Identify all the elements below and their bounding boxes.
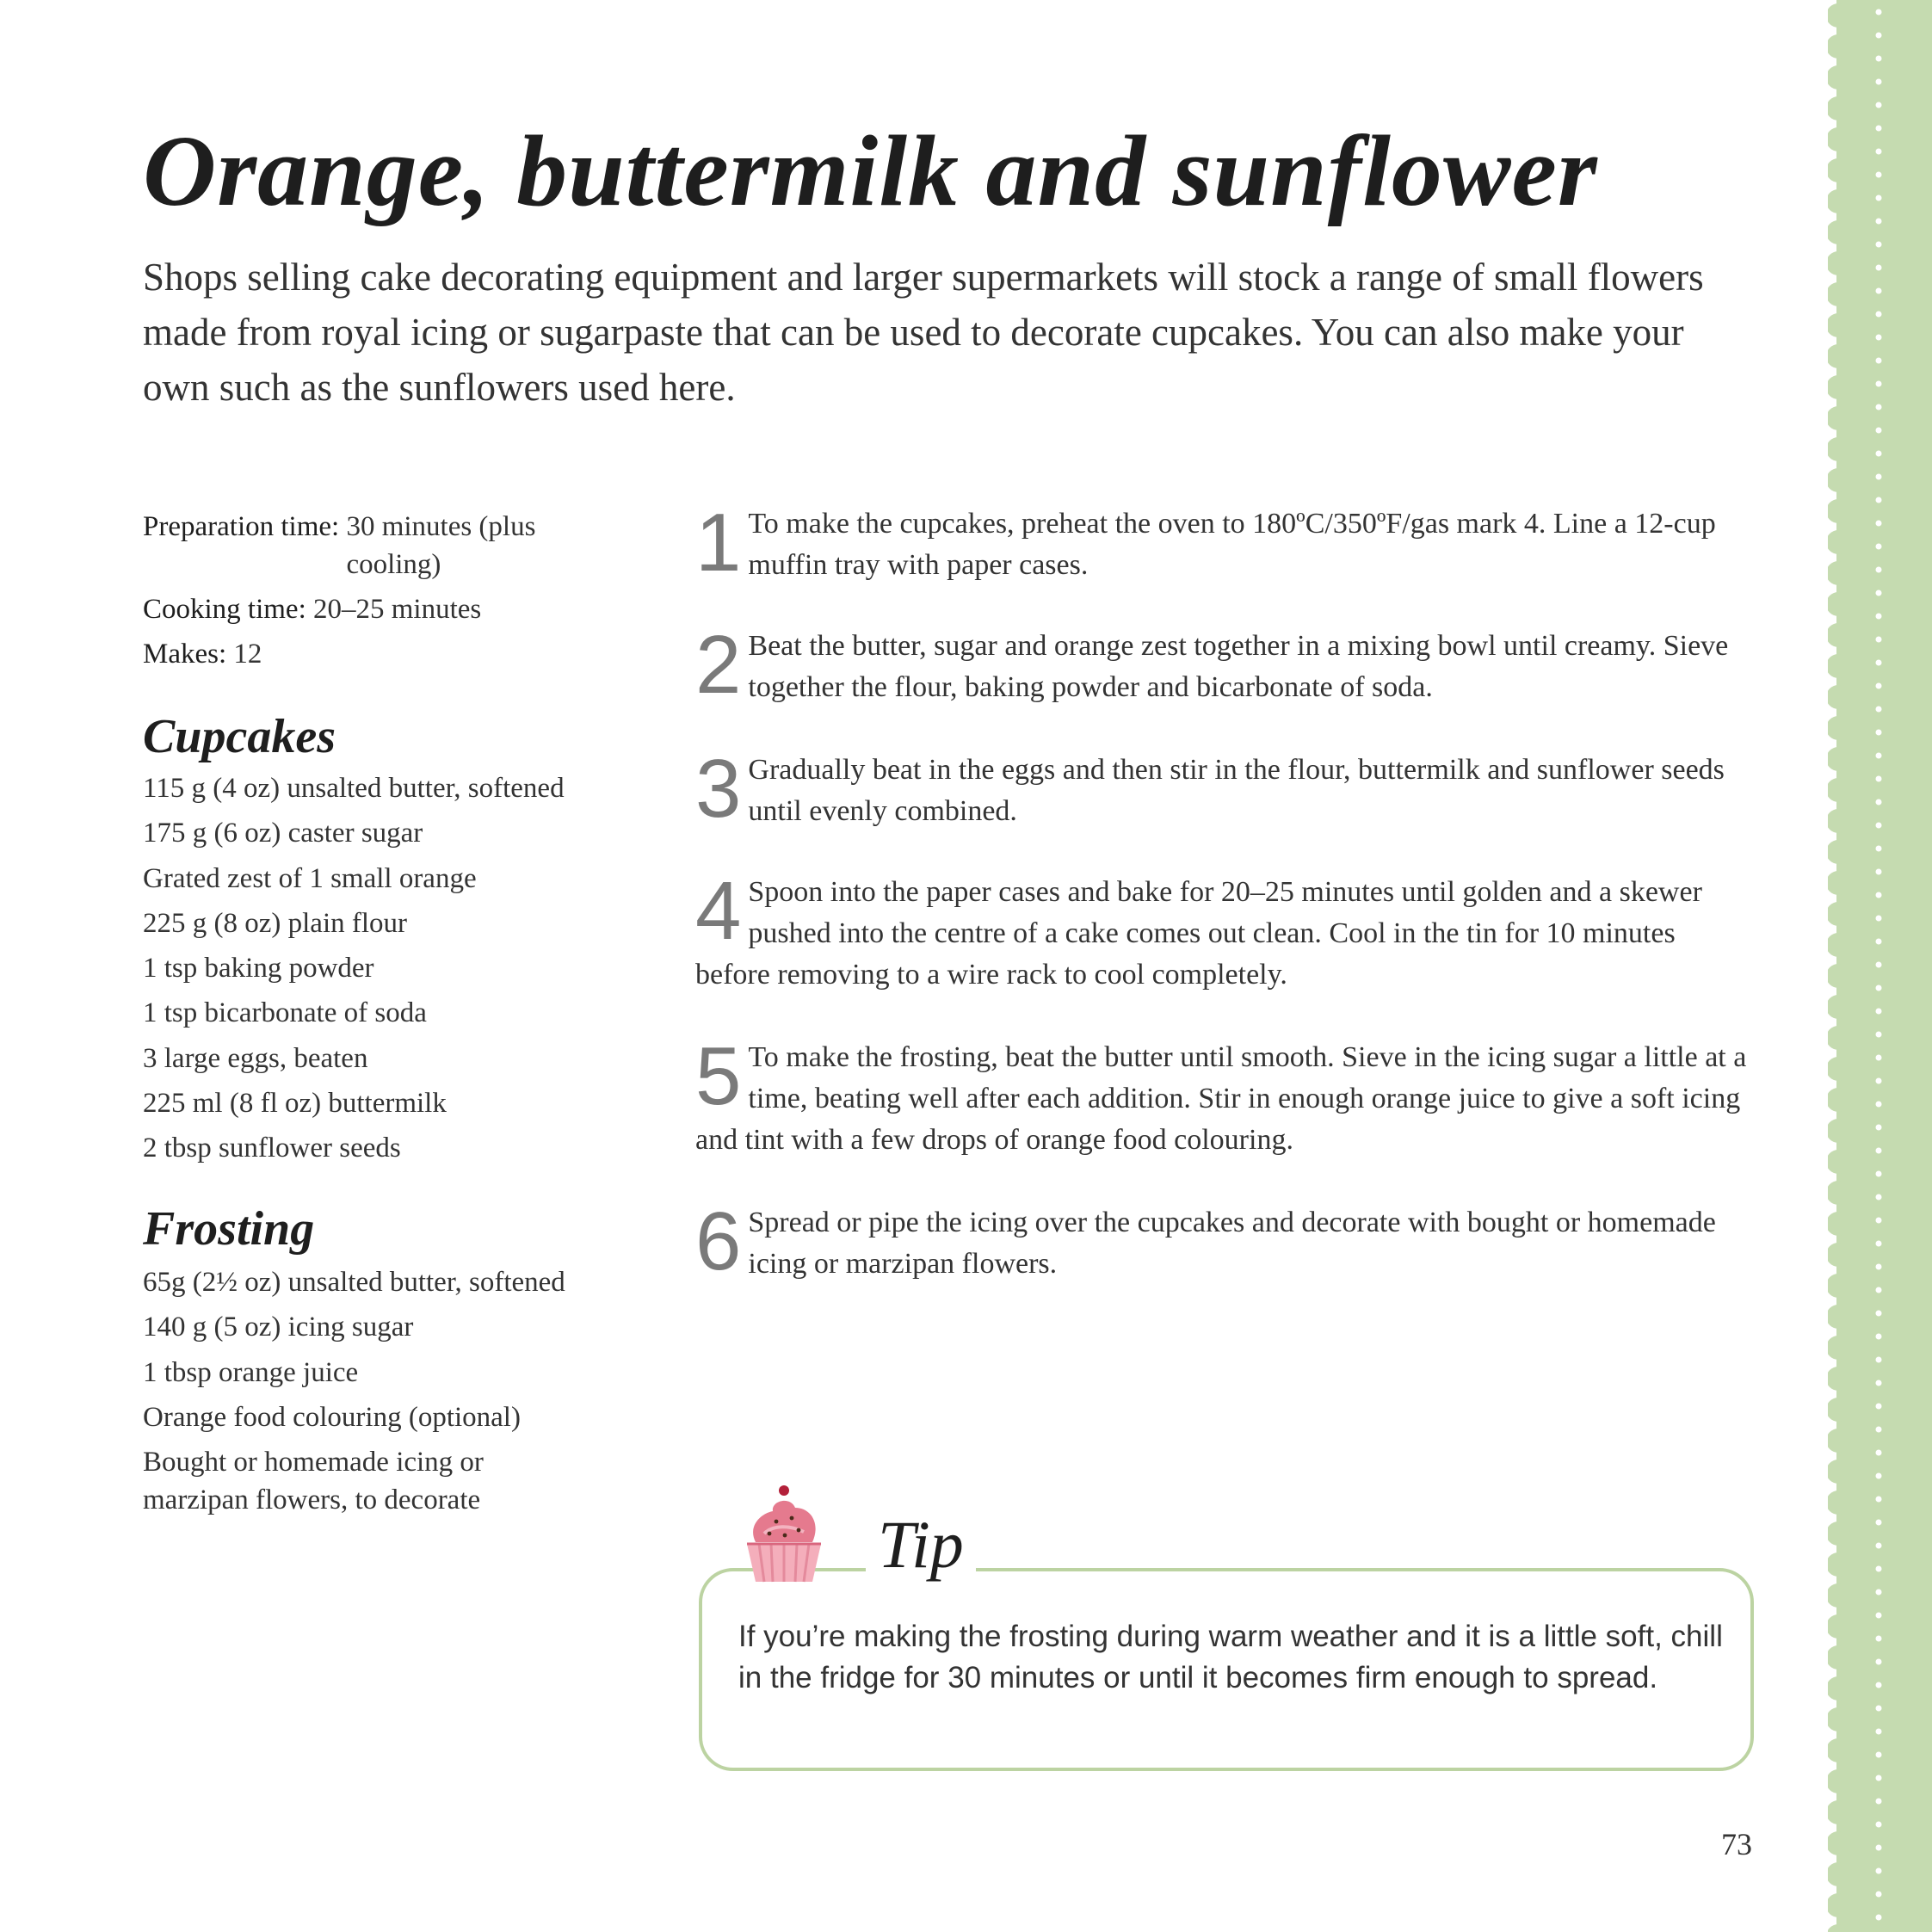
strip-dot	[1876, 1775, 1882, 1781]
strip-dot	[1876, 1311, 1882, 1317]
strip-dot	[1876, 1915, 1882, 1921]
strip-dot	[1876, 590, 1882, 596]
cook-time: Cooking time: 20–25 minutes	[143, 594, 482, 625]
step-5	[695, 1030, 1754, 1202]
strip-dot	[1876, 567, 1882, 573]
strip-dot	[1876, 637, 1882, 643]
prep-time: Preparation time: 30 minutes (plus cooling)	[143, 511, 536, 580]
strip-dot	[1876, 381, 1882, 387]
step-text: To make the frosting, beat the butter until smooth. Sieve in the icing sugar a little at a time, beating well after each addition. Stir in enough orange juice to give a soft icing and tint with a few drops of orange food colouring.	[695, 1041, 1747, 1156]
cupcakes-heading: Cupcakes	[143, 710, 336, 763]
strip-dot	[1876, 288, 1882, 294]
strip-dot	[1876, 823, 1882, 829]
strip-dot	[1876, 172, 1882, 178]
strip-dot	[1876, 1589, 1882, 1596]
step-text: Beat the butter, sugar and orange zest together in a mixing bowl until creamy. Sieve together the flour, baking powder and bicarbonate of soda.	[748, 630, 1729, 703]
strip-dot	[1876, 195, 1882, 201]
strip-dot	[1876, 1194, 1882, 1201]
strip-dot	[1876, 79, 1882, 85]
strip-dot	[1876, 1334, 1882, 1340]
tip-text: If you’re making the frosting during warm weather and it is a little soft, chill in the fridge for 30 minutes or until it becomes firm enough to spread.	[738, 1620, 1723, 1694]
step-6	[695, 1195, 1754, 1287]
strip-dot	[1876, 1613, 1882, 1619]
strip-dot	[1876, 335, 1882, 341]
scalloped-border-decoration	[1828, 0, 1932, 1932]
strip-dot	[1876, 265, 1882, 271]
ingredient-item: Orange food colouring (optional)	[143, 1401, 521, 1433]
strip-dot	[1876, 1264, 1882, 1270]
strip-dot	[1876, 1357, 1882, 1363]
strip-dot	[1876, 730, 1882, 736]
strip-dot	[1876, 1078, 1882, 1084]
step-4	[695, 865, 1754, 1037]
step-3	[695, 743, 1754, 872]
cupcake-icon	[738, 1482, 830, 1585]
strip-dot	[1876, 1102, 1882, 1108]
strip-dot	[1876, 1497, 1882, 1503]
ingredient-item: 225 g (8 oz) plain flour	[143, 907, 408, 939]
strip-dot	[1876, 1287, 1882, 1293]
strip-dot	[1876, 219, 1882, 225]
strip-dot	[1876, 1729, 1882, 1735]
strip-dot	[1876, 1473, 1882, 1479]
strip-dot	[1876, 358, 1882, 364]
strip-dot	[1876, 1659, 1882, 1665]
step-number: 6	[695, 1195, 742, 1287]
strip-dot	[1876, 1171, 1882, 1177]
step-number: 2	[695, 619, 742, 711]
strip-dot	[1876, 776, 1882, 782]
step-1	[695, 497, 1754, 626]
strip-dot	[1876, 1868, 1882, 1874]
step-text: Gradually beat in the eggs and then stir in the flour, buttermilk and sunflower seeds until evenly combined.	[748, 754, 1725, 827]
intro-paragraph: Shops selling cake decorating equipment and larger supermarkets will stock a range of small flowers made from royal icing or sugarpaste that can be used to decorate cupcakes. You can also make your own such as the sunflowers used here.	[143, 256, 1704, 409]
strip-dot	[1876, 707, 1882, 713]
step-text: Spread or pipe the icing over the cupcakes and decorate with bought or homemade icing or marzipan flowers.	[748, 1207, 1716, 1280]
step-2	[695, 619, 1754, 750]
ingredient-item: 1 tbsp orange juice	[143, 1356, 359, 1388]
strip-dot	[1876, 1822, 1882, 1828]
strip-dot	[1876, 962, 1882, 968]
strip-dot	[1876, 451, 1882, 457]
strip-dot	[1876, 1055, 1882, 1061]
strip-dot	[1876, 846, 1882, 852]
strip-dot	[1876, 1404, 1882, 1410]
strip-dot	[1876, 1892, 1882, 1898]
strip-dot	[1876, 939, 1882, 945]
frosting-ingredients	[143, 1260, 676, 1519]
ingredient-item: Grated zest of 1 small orange	[143, 862, 477, 894]
strip-dot	[1876, 312, 1882, 318]
ingredient-item: 3 large eggs, beaten	[143, 1042, 368, 1074]
strip-dot	[1876, 126, 1882, 132]
step-number: 1	[695, 497, 742, 589]
strip-dot	[1876, 1125, 1882, 1131]
strip-dot	[1876, 1682, 1882, 1688]
strip-dot	[1876, 9, 1882, 15]
step-number: 5	[695, 1030, 742, 1122]
strip-dot	[1876, 1706, 1882, 1712]
strip-dot	[1876, 1218, 1882, 1224]
strip-dot	[1876, 1752, 1882, 1758]
strip-dot	[1876, 614, 1882, 620]
strip-dot	[1876, 474, 1882, 480]
strip-dot	[1876, 683, 1882, 689]
strip-dot	[1876, 892, 1882, 898]
ingredient-item: 225 ml (8 fl oz) buttermilk	[143, 1088, 447, 1120]
strip-dot	[1876, 497, 1882, 503]
step-number: 3	[695, 743, 742, 835]
strip-dot	[1876, 1845, 1882, 1851]
strip-dot	[1876, 1032, 1882, 1038]
step-number: 4	[695, 865, 742, 957]
strip-dot	[1876, 1450, 1882, 1456]
makes: Makes: 12	[143, 639, 262, 670]
strip-dot	[1876, 544, 1882, 550]
strip-dot	[1876, 1427, 1882, 1433]
strip-dot	[1876, 1566, 1882, 1572]
page-title: Orange, buttermilk and sunflower	[143, 114, 1598, 227]
strip-dot	[1876, 404, 1882, 410]
ingredient-item: 1 tsp baking powder	[143, 953, 374, 985]
strip-dot	[1876, 1241, 1882, 1247]
strip-dot	[1876, 56, 1882, 62]
strip-dot	[1876, 1799, 1882, 1805]
ingredient-item: 65g (2½ oz) unsalted butter, softened	[143, 1267, 565, 1298]
strip-dot	[1876, 799, 1882, 806]
strip-dot	[1876, 33, 1882, 39]
strip-dot	[1876, 1520, 1882, 1526]
strip-dot	[1876, 149, 1882, 155]
strip-dot	[1876, 1380, 1882, 1386]
recipe-meta	[143, 508, 659, 680]
strip-dot	[1876, 242, 1882, 248]
strip-dot	[1876, 1148, 1882, 1154]
strip-dot	[1876, 428, 1882, 434]
step-text: Spoon into the paper cases and bake for 20–25 minutes until golden and a skewer pushed into the centre of a cake comes out clean. Cool in the tin for 10 minutes before removing to a wire rack to cool completely.	[695, 876, 1702, 991]
strip-dot	[1876, 1009, 1882, 1015]
strip-dot	[1876, 1543, 1882, 1549]
strip-dot	[1876, 753, 1882, 759]
strip-dot	[1876, 102, 1882, 108]
ingredient-item: 175 g (6 oz) caster sugar	[143, 818, 423, 849]
strip-dot	[1876, 521, 1882, 527]
method-steps	[695, 497, 1754, 1287]
step-text: To make the cupcakes, preheat the oven to 180ºC/350ºF/gas mark 4. Line a 12-cup muffin tray with paper cases.	[748, 508, 1716, 581]
strip-dot	[1876, 660, 1882, 666]
ingredient-item: 1 tsp bicarbonate of soda	[143, 997, 427, 1029]
ingredient-item: 140 g (5 oz) icing sugar	[143, 1312, 414, 1343]
ingredient-item: Bought or homemade icing or marzipan flowers, to decorate	[143, 1447, 484, 1516]
strip-dot	[1876, 985, 1882, 991]
strip-dot	[1876, 869, 1882, 875]
page-number: 73	[1721, 1827, 1752, 1861]
ingredient-item: 115 g (4 oz) unsalted butter, softened	[143, 773, 565, 804]
ingredient-item: 2 tbsp sunflower seeds	[143, 1133, 401, 1164]
cupcakes-ingredients	[143, 766, 676, 1171]
strip-dot	[1876, 1636, 1882, 1642]
tip-label: Tip	[866, 1511, 976, 1578]
frosting-heading: Frosting	[143, 1202, 315, 1256]
strip-dot	[1876, 916, 1882, 922]
